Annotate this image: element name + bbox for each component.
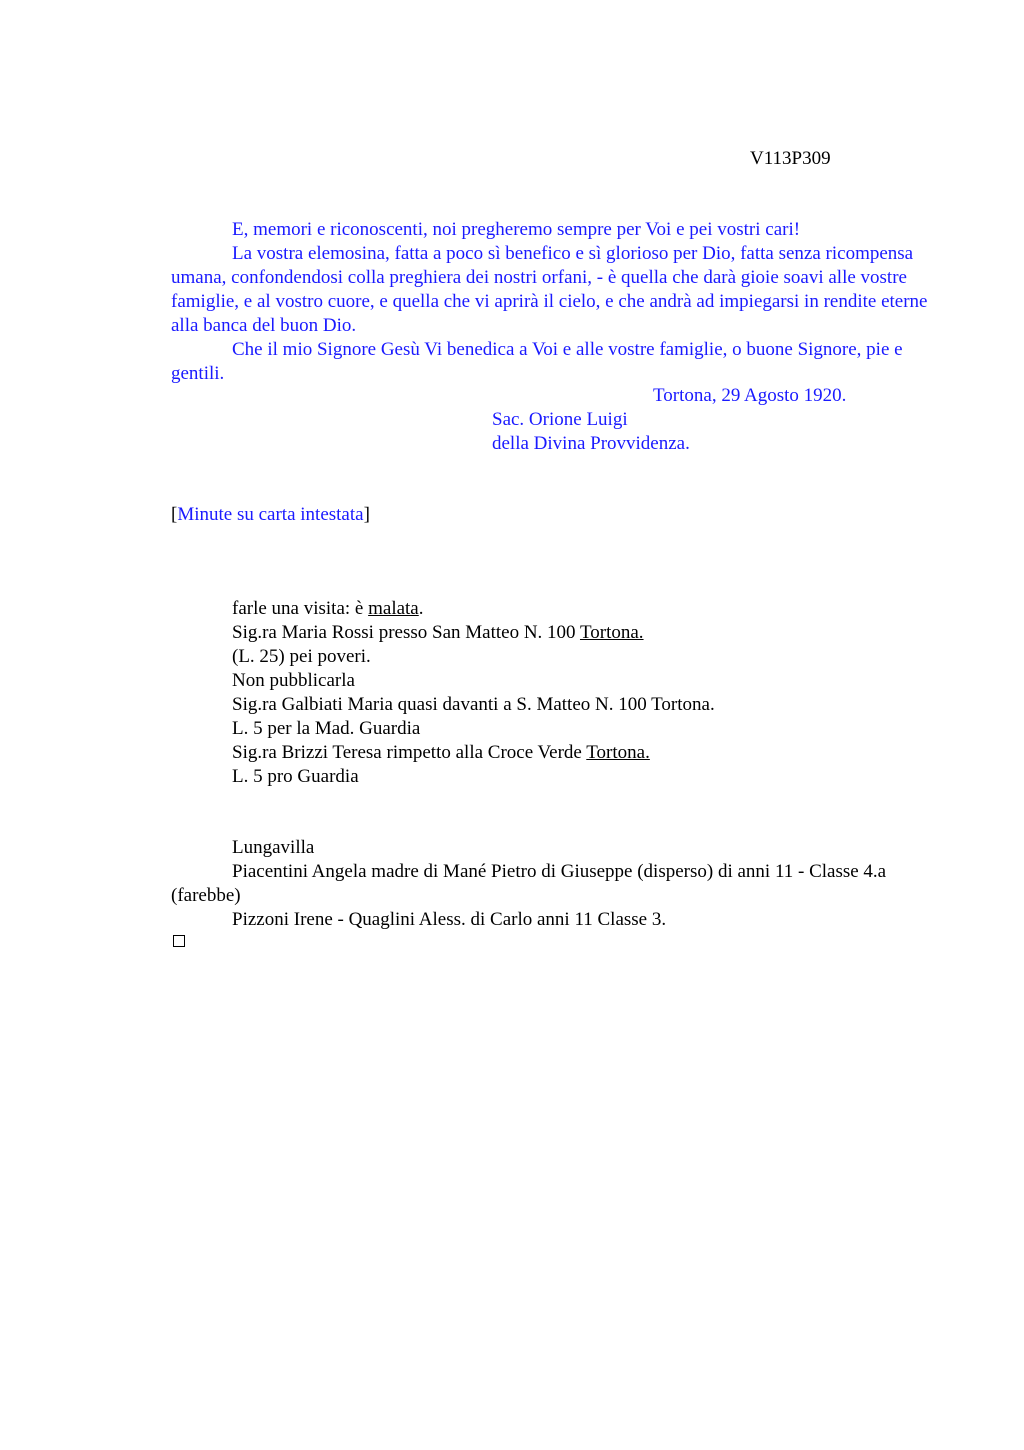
minute-line: (L. 25) pei poveri. — [232, 646, 371, 667]
minute-line-2-prefix: Sig.ra Maria Rossi presso San Matteo N. 100 — [232, 622, 580, 643]
page-identifier: V113P309 — [750, 148, 831, 169]
letter-paragraph-2: La vostra elemosina, fatta a poco sì benefico e sì glorioso per Dio, fatta senza ricompensa umana, confondendosi colla preghiera dei nostri orfani, - è quella che darà gioie soavi alle vostre famiglie, e al vostro cuore, e quella che vi aprirà il cielo, e che andrà ad impiegarsi in rendite eterne alla banca del buon Dio. — [171, 243, 928, 336]
lungavilla-section — [171, 836, 931, 932]
signature-name: Sac. Orione Luigi — [492, 409, 628, 430]
minutes-list — [171, 597, 931, 789]
note-text: Minute su carta intestata — [177, 504, 364, 525]
minute-line — [171, 597, 931, 621]
minute-line: Sig.ra Galbiati Maria quasi davanti a S. Matteo N. 100 Tortona. — [232, 694, 715, 715]
lungavilla-entry: Pizzoni Irene - Quaglini Aless. di Carlo anni 11 Classe 3. — [232, 909, 667, 930]
note-open-bracket: [ — [171, 504, 178, 525]
minute-line-2-underlined: Tortona. — [579, 622, 644, 643]
editorial-note — [171, 503, 370, 527]
minute-line-1-prefix: farle una visita: è — [232, 598, 369, 619]
note-close-bracket: ] — [363, 504, 370, 525]
letter-paragraph-3: Che il mio Signore Gesù Vi benedica a Voi e alle vostre famiglie, o buone Signore, pie e gentili. — [171, 339, 903, 384]
minute-line: L. 5 per la Mad. Guardia — [232, 718, 421, 739]
letter-date: Tortona, 29 Agosto 1920. — [653, 385, 847, 406]
lungavilla-heading: Lungavilla — [232, 837, 315, 858]
minute-line — [171, 741, 931, 765]
letter-paragraph-1: E, memori e riconoscenti, noi pregheremo sempre per Voi e pei vostri cari! — [232, 219, 801, 240]
minute-line-1-suffix: . — [418, 598, 424, 619]
minute-line-7-underlined: Tortona. — [586, 742, 650, 763]
letter-signature — [492, 408, 690, 456]
signature-title: della Divina Provvidenza. — [492, 433, 690, 454]
minute-line-7-prefix: Sig.ra Brizzi Teresa rimpetto alla Croce Verde — [232, 742, 587, 763]
lungavilla-entry: Piacentini Angela madre di Mané Pietro di Giuseppe (disperso) di anni 11 - Classe 4.a (farebbe) — [171, 861, 887, 906]
end-of-page-marker — [173, 935, 185, 947]
minute-line: L. 5 pro Guardia — [232, 766, 359, 787]
minute-line: Non pubblicarla — [232, 670, 355, 691]
letter-body — [171, 218, 931, 386]
minute-line-1-underlined: malata — [368, 598, 419, 619]
minute-line — [171, 621, 931, 645]
